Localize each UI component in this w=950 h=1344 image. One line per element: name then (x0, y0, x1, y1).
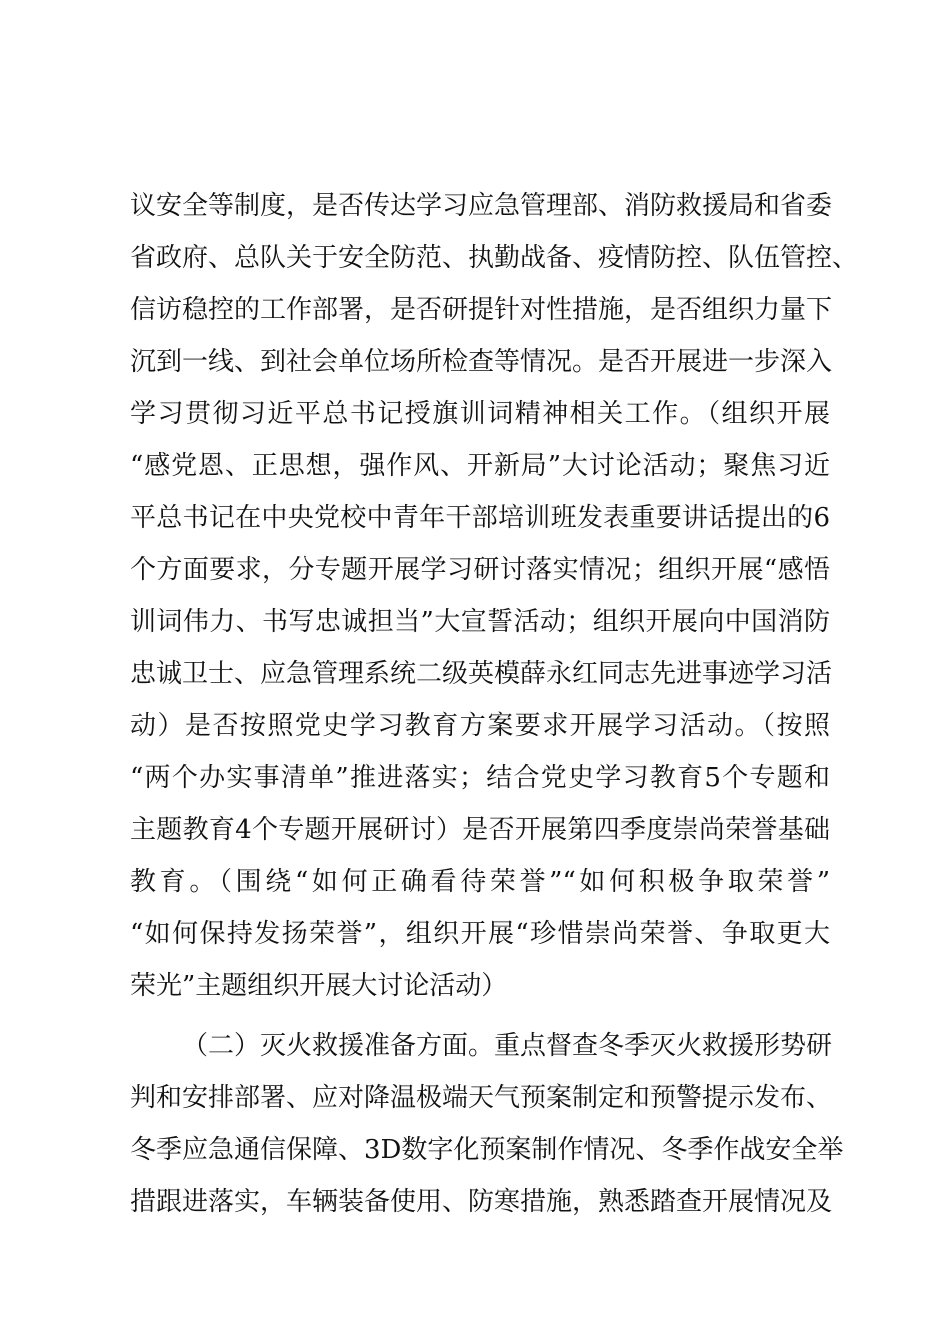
paragraph-line: 省政府、总队关于安全防范、执勤战备、疫情防控、队伍管控、 (130, 243, 859, 273)
paragraph-line: 动）是否按照党史学习教育方案要求开展学习活动。（按照 (130, 711, 830, 741)
paragraph-line: 训词伟力、书写忠诚担当”大宣誓活动；组织开展向中国消防 (130, 607, 830, 637)
paragraph-line: “感党恩、正思想，强作风、开新局”大讨论活动；聚焦习近 (130, 451, 830, 481)
paragraph-line: 个方面要求，分专题开展学习研讨落实情况；组织开展“感悟 (130, 555, 830, 585)
paragraph-line: 冬季应急通信保障、3D数字化预案制作情况、冬季作战安全举 (130, 1135, 844, 1165)
paragraph-line: “两个办实事清单”推进落实；结合党史学习教育5个专题和 (130, 763, 830, 793)
document-body (130, 180, 859, 1228)
paragraph-line: 议安全等制度，是否传达学习应急管理部、消防救援局和省委 (130, 191, 833, 221)
paragraph-line: 措跟进落实，车辆装备使用、防寒措施，熟悉踏查开展情况及 (130, 1187, 833, 1217)
paragraph-line: 沉到一线、到社会单位场所检查等情况。是否开展进一步深入 (130, 347, 833, 377)
paragraph-line: 主题教育4个专题开展研讨）是否开展第四季度崇尚荣誉基础 (130, 815, 830, 845)
paragraph-line: 荣光”主题组织开展大讨论活动） (130, 971, 508, 1001)
paragraph-line: 判和安排部署、应对降温极端天气预案制定和预警提示发布、 (130, 1083, 833, 1113)
paragraph-gap (130, 1012, 830, 1020)
paragraph-line: 忠诚卫士、应急管理系统二级英模薛永红同志先进事迹学习活 (130, 659, 833, 689)
section-heading-line: （二）灭火救援准备方面。重点督查冬季灭火救援形势研 (182, 1031, 833, 1061)
paragraph-line: “如何保持发扬荣誉”，组织开展“珍惜崇尚荣誉、争取更大 (130, 919, 830, 949)
paragraph-line: 学习贯彻习近平总书记授旗训词精神相关工作。（组织开展 (130, 399, 830, 429)
paragraph-line: 教育。（围绕“如何正确看待荣誉”“如何积极争取荣誉” (130, 867, 830, 897)
paragraph-line: 平总书记在中央党校中青年干部培训班发表重要讲话提出的6 (130, 503, 830, 533)
paragraph-line: 信访稳控的工作部署，是否研提针对性措施，是否组织力量下 (130, 295, 833, 325)
